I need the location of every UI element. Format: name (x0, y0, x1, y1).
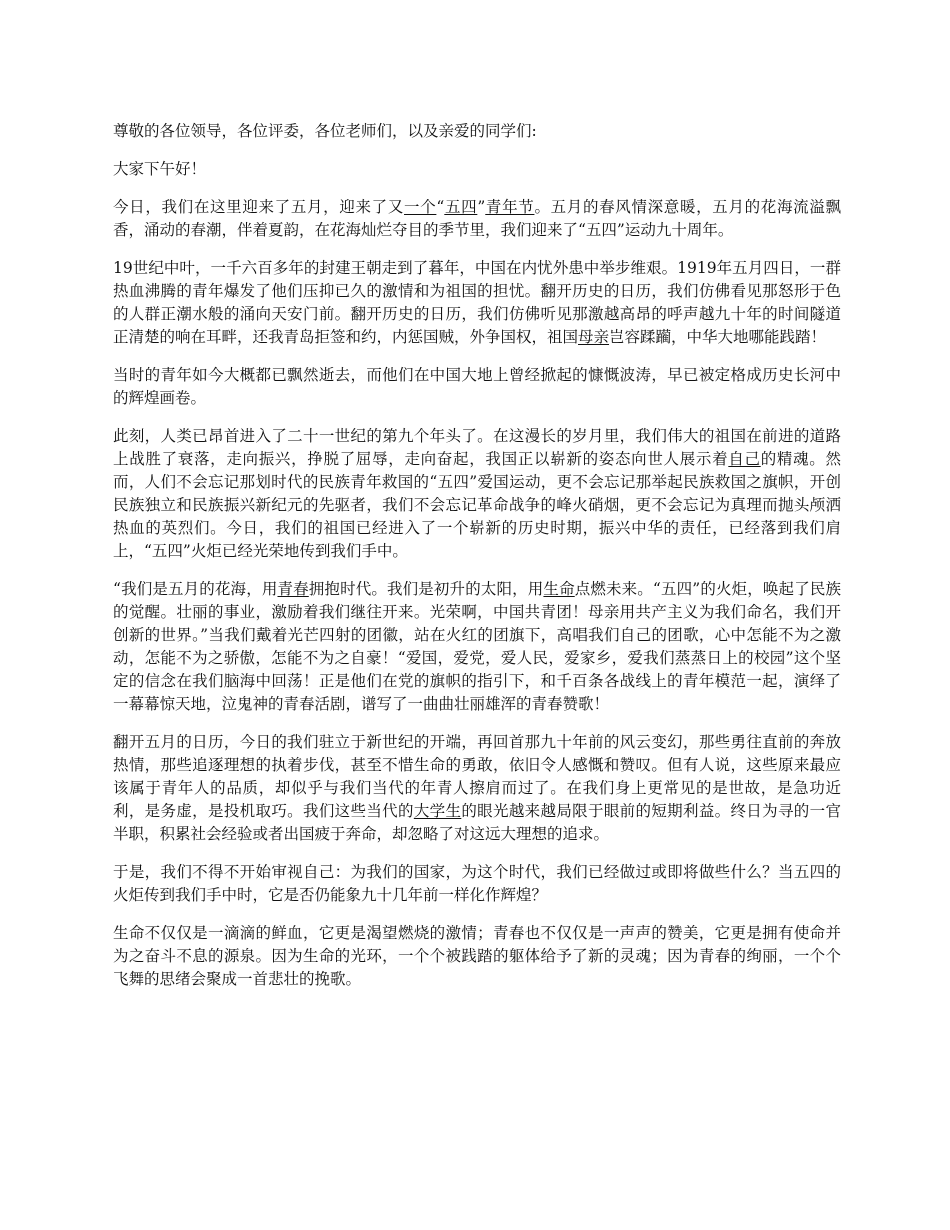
text-segment: 19世纪中叶，一千六百多年的封建王朝走到了暮年，中国在内忧外患中举步维艰。1919年五月四日，一群热血沸腾的青年爆发了他们压抑已久的激情和为祖国的担忧。翻开历史的日历，我们仿佛看见那怒形于色的人群正潮水般的涌向天安门前。翻开历史的日历，我们仿佛听见那激越高昂的呼声越九十年的时间隧道正清楚的响在耳畔，还我青岛拒签和约，内惩国贼，外争国权，祖国 (113, 259, 841, 346)
paragraph-2 (113, 158, 841, 181)
text-segment: 于是，我们不得不开始审视自己：为我们的国家，为这个时代，我们已经做过或即将做些什么？当五四的火炬传到我们手中时，它是否仍能象九十几年前一样化作辉煌？ (113, 863, 841, 904)
text-segment: “ (436, 198, 445, 216)
text-segment: 尊敬的各位领导，各位评委，各位老师们，以及亲爱的同学们: (113, 122, 537, 140)
text-segment: 拥抱时代。我们是初升的太阳，用 (308, 580, 544, 598)
underlined-term: 母亲 (578, 328, 610, 346)
underlined-term: 青年节 (485, 198, 535, 216)
underlined-term: 生命 (543, 580, 575, 598)
paragraph-6 (113, 425, 841, 563)
paragraph-3 (113, 196, 841, 242)
text-segment: 的精魂。然而，人们不会忘记那划时代的民族青年救国的“五四”爱国运动，更不会忘记那举起民族救国之旗帜，开创民族独立和民族振兴新纪元的先驱者，我们不会忘记革命战争的峰火硝烟，更不会忘记为真理而抛头颅洒热血的英烈们。今日，我们的祖国已经进入了一个崭新的历史时期，振兴中华的责任，已经落到我们肩上，“五四”火炬已经光荣地传到我们手中。 (113, 450, 841, 560)
text-segment: 的眼光越来越局限于眼前的短期利益。终日为寻的一官半职，积累社会经验或者出国疲于奔命，却忽略了对这远大理想的追求。 (113, 802, 841, 843)
paragraph-10 (113, 922, 841, 991)
paragraph-4 (113, 257, 841, 349)
text-segment: 大家下午好！ (113, 160, 207, 178)
text-segment: 翻开五月的日历，今日的我们驻立于新世纪的开端，再回首那九十年前的风云变幻，那些勇往直前的奔放热情，那些追逐理想的执着步伐，甚至不惜生命的勇敢，依旧令人感慨和赞叹。但有人说，这些原来最应该属于青年人的品质，却似乎与我们当代的年青人擦肩而过了。在我们身上更常见的是世故，是急功近利，是务虚，是投机取巧。我们这些当代的 (113, 733, 841, 820)
text-segment: 生命不仅仅是一滴滴的鲜血，它更是渴望燃烧的激情；青春也不仅仅是一声声的赞美，它更是拥有使命并为之奋斗不息的源泉。因为生命的光环，一个个被践踏的躯体给予了新的灵魂；因为青春的绚丽，一个个飞舞的思绪会聚成一首悲壮的挽歌。 (113, 924, 841, 988)
text-segment: 当时的青年如今大概都已飘然逝去，而他们在中国大地上曾经掀起的慷慨波涛，早已被定格成历史长河中的辉煌画卷。 (113, 366, 841, 407)
paragraph-1 (113, 120, 841, 143)
underlined-term: 大学生 (413, 802, 462, 820)
underlined-term: 一个 (404, 198, 437, 216)
text-segment: “我们是五月的花海，用 (113, 580, 278, 598)
underlined-term: 自己 (728, 450, 761, 468)
underlined-term: 青春 (277, 580, 309, 598)
paragraph-8 (113, 731, 841, 846)
text-segment: 。五月的春风情深意暖，五月的花海流溢飘香，涌动的春潮，伴着夏韵，在花海灿烂夺目的季节里，我们迎来了“五四”运动九十周年。 (113, 198, 841, 239)
speech-body (113, 120, 841, 1006)
text-segment: 点燃未来。“五四”的火炬，唤起了民族的觉醒。壮丽的事业，激励着我们继往开来。光荣啊，中国共青团！母亲用共产主义为我们命名，我们开创新的世界。”当我们戴着光芒四射的团徽，站在火红的团旗下，高唱我们自己的团歌，心中怎能不为之激动，怎能不为之骄傲，怎能不为之自豪！“爱国，爱党，爱人民，爱家乡，爱我们蒸蒸日上的校园”这个坚定的信念在我们脑海中回荡！正是他们在党的旗帜的指引下，和千百条各战线上的青年模范一起，演绎了一幕幕惊天地，泣鬼神的青春活剧，谱写了一曲曲壮丽雄浑的青春赞歌！ (113, 580, 841, 713)
text-segment: 今日，我们在这里迎来了五月，迎来了又 (113, 198, 405, 216)
text-segment: 岂容蹂躏，中华大地哪能践踏！ (609, 328, 827, 346)
underlined-term: 五四 (444, 198, 478, 216)
paragraph-7 (113, 578, 841, 716)
paragraph-9 (113, 861, 841, 907)
text-segment: ” (477, 198, 486, 216)
text-segment: 此刻，人类已昂首进入了二十一世纪的第九个年头了。在这漫长的岁月里，我们伟大的祖国在前进的道路上战胜了衰落，走向振兴，挣脱了屈辱，走向奋起，我国正以崭新的姿态向世人展示着 (113, 427, 841, 468)
paragraph-5 (113, 364, 841, 410)
